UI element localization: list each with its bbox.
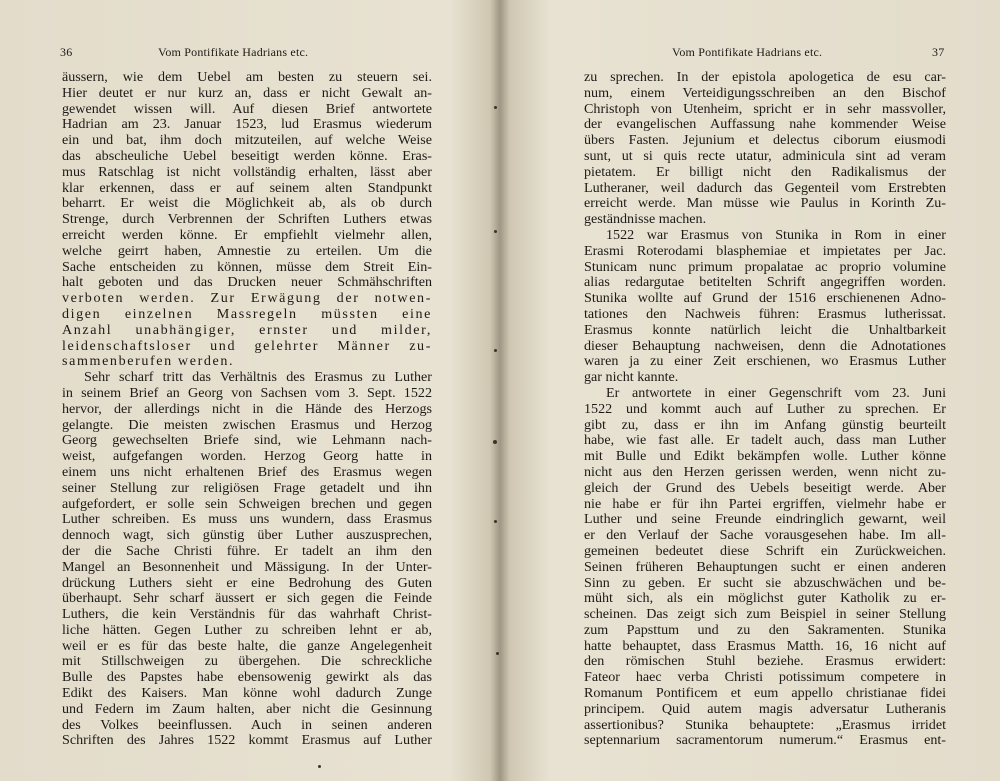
text-line: Bulle des Papstes habe ebensowenig gewirkt als das [62, 669, 432, 686]
text-line: Anzahl unabhängiger, ernster und milder, [62, 321, 432, 338]
binding-mark [494, 520, 497, 523]
text-line: überhaupt. Sehr scharf äussert er sich gegen die Feinde [62, 590, 432, 607]
left-running-title: Vom Pontifikate Hadrians etc. [158, 45, 309, 59]
text-line: sammenberufen werden. [62, 353, 235, 370]
text-line: weil er es für das beste halte, die ganze Angelegenheit [62, 637, 432, 654]
text-line: scheinen. Das zeigt sich zum Beispiel in seiner Stellung [584, 606, 946, 623]
binding-mark [318, 765, 321, 768]
text-line: mit Stillschweigen zu übergehen. Die schreckliche [62, 653, 432, 670]
text-line: klar erkennen, dass er auf seinem alten Standpunkt [62, 179, 432, 196]
text-line: geständnisse machen. [584, 211, 707, 228]
text-line: mus Ratschlag ist nicht vollständig erhalten, lässt aber [62, 163, 432, 180]
text-line: digen einzelnen Massregeln müssten eine [62, 305, 432, 322]
text-line: 1522 und kommt auch auf Luther zu sprechen. Er [584, 400, 946, 417]
text-line: einem uns nicht erhaltenen Brief des Erasmus wegen [62, 463, 432, 480]
binding-mark [496, 652, 499, 655]
text-line: Erasmus konnte natürlich leicht die Unhaltbarkeit [584, 321, 946, 338]
text-line: num, einem Verteidigungsschreiben an den Bischof [584, 84, 946, 101]
text-line: gar nicht kannte. [584, 369, 679, 386]
text-line: Christoph von Utenheim, spricht er in sehr massvoller, [584, 100, 946, 117]
text-line: Seinen früheren Behauptungen sucht er einen anderen [584, 558, 946, 575]
text-line: Edikt des Kaisers. Man könne wohl dadurch Zunge [62, 685, 432, 702]
text-line: liche hätten. Gegen Luther zu schreiben lehnt er ab, [62, 621, 432, 638]
text-line: er den Verlauf der Sache vorausgesehen habe. Im all- [584, 527, 946, 544]
text-line: tationes den Nachweis führen: Erasmus lutherissat. [584, 305, 946, 322]
text-line: gewendet wissen will. Auf diesen Brief antwortete [62, 100, 432, 117]
text-line: das abscheuliche Uebel beseitigt werden könne. Eras- [62, 147, 432, 164]
text-line: gelangte. Die meisten zwischen Erasmus und Herzog [62, 416, 432, 433]
right-page-number: 37 [932, 45, 945, 59]
text-line: nicht aus den Herzen gerissen werden, wenn nicht zu- [584, 463, 946, 480]
text-line: zu sprechen. In der epistola apologetica de esu car- [584, 69, 946, 85]
text-line: müht sich, als ein möglichst guter Katholik zu er- [584, 590, 946, 607]
text-line: Strenge, durch Verbrennen der Schriften Luthers etwas [62, 211, 432, 228]
text-line: Luthers, die kein Verständnis für das wahrhaft Christ- [62, 606, 432, 623]
text-line: Er antwortete in einer Gegenschrift vom 23. Juni [606, 384, 946, 401]
text-line: beharrt. Er weist die Möglichkeit ab, als ob durch [62, 195, 432, 212]
binding-mark [494, 349, 497, 352]
text-line: pietatem. Er billigt nicht den Radikalismus der [584, 163, 946, 180]
text-line: Lutheraner, weil dadurch das Gegenteil vom Erstrebten [584, 179, 946, 196]
text-line: äussern, wie dem Uebel am besten zu steuern sei. [62, 69, 432, 85]
text-line: dieser Behauptung nachweisen, denn die Adnotationes [584, 337, 946, 354]
right-running-title: Vom Pontifikate Hadrians etc. [672, 45, 823, 59]
text-line: Luther schreiben. Es muss uns wundern, dass Erasmus [62, 511, 432, 528]
text-line: leidenschaftsloser und gelehrter Männer zu- [62, 337, 432, 354]
text-line: hervor, der allerdings nicht in die Hände des Herzogs [62, 400, 432, 417]
text-line: nie habe er für ihn Partei ergriffen, vielmehr habe er [584, 495, 946, 512]
text-line: zum Papsttum und zu den Sakramenten. Stunika [584, 621, 946, 638]
binding-mark [494, 230, 497, 233]
text-line: dennoch wagt, sich günstig über Luther auszusprechen, [62, 527, 432, 544]
text-line: und Federn im Zaum halten, aber nicht die Gesinnung [62, 700, 432, 717]
text-line: mit Bulle und Edikt bekämpfen wolle. Luther könne [584, 448, 946, 465]
text-line: 1522 war Erasmus von Stunika in Rom in einer [606, 226, 946, 243]
text-line: Hadrian am 23. Januar 1523, lud Erasmus wiederum [62, 116, 432, 133]
text-line: Sinn zu geben. Er sucht sie abzuschwächen und be- [584, 574, 946, 591]
text-line: erreicht werden könne. Er empfiehlt vielmehr allen, [62, 226, 432, 243]
text-line: waren ja zu einer Zeit erschienen, wo Erasmus Luther [584, 353, 946, 370]
text-line: assertionibus? Stunika behauptete: „Erasmus irridet [584, 716, 946, 733]
text-line: Georg gewechselten Briefe sind, wie Lehmann nach- [62, 432, 432, 449]
text-line: hatte behauptet, dass Erasmus Matth. 16, 16 nicht auf [584, 637, 946, 654]
text-line: Erasmi Roterodami blasphemiae et impietates per Jac. [584, 242, 946, 259]
text-line: sunt, ut si quis recte utatur, adminicula sint ad veram [584, 147, 946, 164]
text-line: gleich der Grund des Uebels beseitigt werde. Aber [584, 479, 946, 496]
text-line: drückung Luthers sieht er eine Bedrohung des Guten [62, 574, 432, 591]
left-page [0, 0, 498, 781]
text-line: alias redargutae betitelten Schrift angegriffen worden. [584, 274, 946, 291]
text-line: aufgefordert, er solle sein Schweigen brechen und gegen [62, 495, 432, 512]
right-body-text [584, 70, 946, 749]
text-line: Mangel an Besonnenheit und Mässigung. In der Unter- [62, 558, 432, 575]
text-line: principem. Quid autem magis adversatur Lutheranis [584, 700, 946, 717]
text-line: des Volkes beeinflussen. Auch in seinen anderen [62, 716, 432, 733]
text-line: weist, aufgefangen worden. Herzog Georg hatte in [62, 448, 432, 465]
text-line: Hier deutet er nur kurz an, dass er nicht Gewalt an- [62, 84, 432, 101]
text-line: welche geirrt haben, Amnestie zu erteilen. Um die [62, 242, 432, 259]
text-line: ein und bat, ihm doch mitzuteilen, auf welche Weise [62, 132, 432, 149]
text-line: habe, wie fast alle. Er tadelt auch, dass man Luther [584, 432, 946, 449]
text-line: der die Sache Christi führe. Er tadelt an ihm den [62, 542, 432, 559]
binding-mark [493, 440, 497, 444]
binding-mark [494, 106, 497, 109]
text-line: Schriften des Jahres 1522 kommt Erasmus auf Luther [62, 732, 432, 749]
text-line: erreicht werde. Man müsse wie Paulus in Korinth Zu- [584, 195, 946, 212]
left-body-text [62, 70, 432, 749]
text-line: Luther und seine Freunde eindringlich gewarnt, weil [584, 511, 946, 528]
text-line: septennarium sacramentorum numerum.“ Erasmus ent- [584, 732, 946, 749]
text-line: Sehr scharf tritt das Verhältnis des Erasmus zu Luther [84, 369, 432, 386]
text-line: halt geboten und das Drucken neuer Schmähschriften [62, 274, 432, 291]
text-line: gibt zu, dass er ihn im Anfang günstig beurteilt [584, 416, 946, 433]
text-line: der evangelischen Auffassung nahe kommender Weise [584, 116, 946, 133]
text-line: Romanum Pontificem et eum appello christianae fidei [584, 685, 946, 702]
right-page [502, 0, 1000, 781]
text-line: verboten werden. Zur Erwägung der notwen- [62, 290, 432, 307]
text-line: den römischen Stuhl beziehe. Erasmus erwidert: [584, 653, 946, 670]
text-line: Fateor haec verba Christi potissimum competere in [584, 669, 946, 686]
text-line: Sache entscheiden zu können, müsse dem Streit Ein- [62, 258, 432, 275]
text-line: Stunika wollte auf Grund der 1516 erschienenen Adno- [584, 290, 946, 307]
text-line: in seinem Brief an Georg von Sachsen vom 3. Sept. 1522 [62, 384, 432, 401]
text-line: gemeinen bedeutet diese Schrift ein Zurückweichen. [584, 542, 946, 559]
text-line: Stunicam nunc primum propalatae ac proprio volumine [584, 258, 946, 275]
text-line: seiner Stellung zur religiösen Frage getadelt und ihn [62, 479, 432, 496]
text-line: übers Fasten. Jejunium et delectus ciborum eiusmodi [584, 132, 946, 149]
left-page-number: 36 [60, 45, 73, 59]
